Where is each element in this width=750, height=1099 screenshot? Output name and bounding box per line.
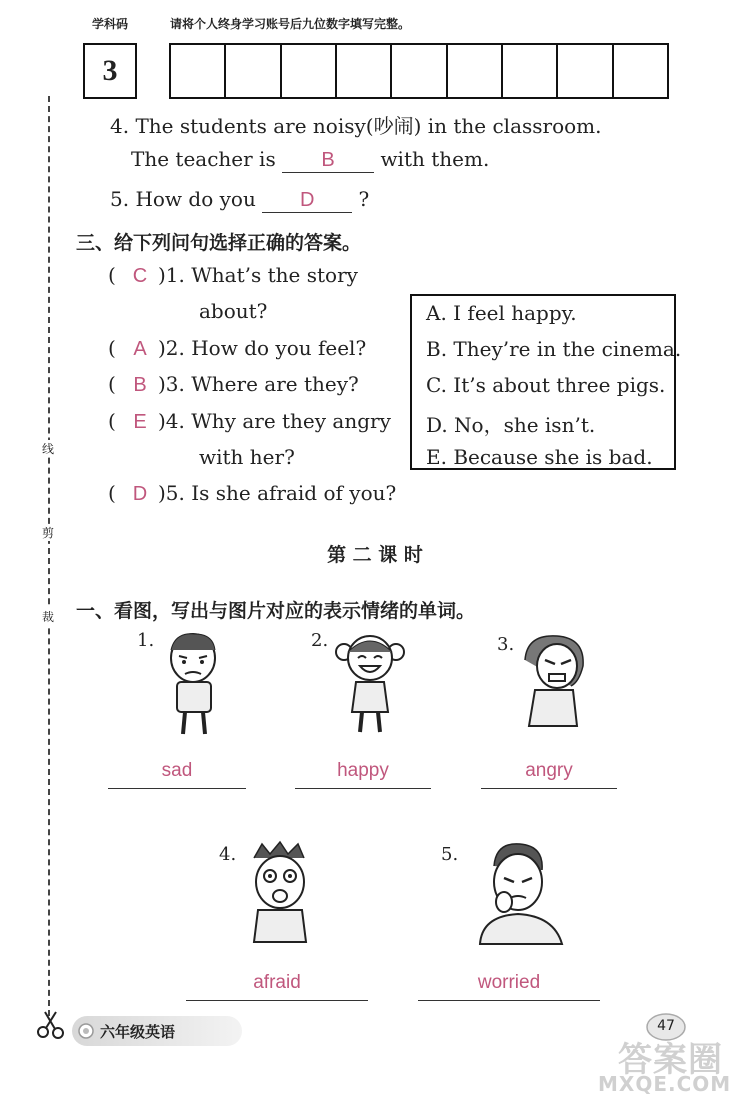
s3-answer-1: C — [132, 265, 148, 287]
sad-boy-illustration — [155, 630, 235, 744]
item-number-3: 3. — [497, 634, 515, 655]
option-a: A. I feel happy. — [426, 301, 577, 325]
item-number-4: 4. — [219, 844, 237, 865]
account-instruction: 请将个人终身学习账号后九位数字填写完整。 — [170, 17, 411, 31]
q5-line — [110, 187, 369, 213]
answer-line-2: happy — [295, 760, 431, 789]
item-number-2: 2. — [311, 630, 329, 651]
option-d: D. No，she isn’t. — [426, 413, 596, 437]
digit-box[interactable] — [503, 45, 558, 97]
open-paren: ( — [108, 263, 116, 287]
q5-answer: D — [262, 189, 352, 213]
s3-question-text-4: )4. Why are they angry — [158, 409, 391, 433]
answer-line-4: afraid — [186, 972, 368, 1001]
open-paren: ( — [108, 336, 116, 360]
digit-box[interactable] — [448, 45, 503, 97]
digit-box[interactable] — [337, 45, 392, 97]
page-number: 47 — [657, 1018, 675, 1034]
q4-line1: 4. The students are noisy(吵闹) in the classroom. — [110, 114, 602, 138]
answer-options-box — [410, 294, 682, 470]
s3-question-4-cont: with her? — [199, 445, 295, 469]
subject-code-label: 学科码 — [92, 17, 129, 31]
q5-pre: 5. How do you — [110, 187, 256, 211]
answer-line-1: sad — [108, 760, 246, 789]
open-paren: ( — [108, 372, 116, 396]
lesson2-title: 第 二 课 时 — [327, 544, 423, 566]
digit-box[interactable] — [226, 45, 281, 97]
s3-answer-4: E — [133, 411, 147, 433]
s3-question-text-2: )2. How do you feel? — [158, 336, 367, 360]
watermark-url: MXQE.COM — [598, 1072, 732, 1096]
digit-box[interactable] — [392, 45, 447, 97]
q4-line2-pre: The teacher is — [131, 147, 276, 171]
scissors-icon — [36, 1010, 66, 1040]
option-e: E. Because she is bad. — [426, 445, 653, 469]
flower-icon — [77, 1022, 95, 1040]
s3-answer-5: D — [132, 483, 148, 505]
watermark-logo: 答案圈 — [618, 1040, 723, 1080]
digit-box[interactable] — [171, 45, 226, 97]
s3-question-4 — [108, 409, 391, 434]
s3-question-1-cont: about? — [199, 299, 268, 323]
digit-box[interactable] — [558, 45, 613, 97]
account-number-grid[interactable] — [169, 43, 669, 99]
q4-line2-post: with them. — [380, 147, 490, 171]
answer-line-5: worried — [418, 972, 600, 1001]
afraid-boy-illustration — [240, 838, 320, 952]
s3-question-text-5: )5. Is she afraid of you? — [158, 481, 397, 505]
open-paren: ( — [108, 481, 116, 505]
s3-question-1 — [108, 263, 358, 288]
s3-question-5 — [108, 481, 396, 506]
footer-book-title: 六年级英语 — [100, 1023, 176, 1041]
s3-answer-2: A — [133, 338, 147, 360]
cut-char-line: 线 — [36, 440, 60, 457]
q5-post: ? — [358, 187, 370, 211]
section3-title: 三、给下列问句选择正确的答案。 — [76, 232, 362, 254]
q4-answer: B — [282, 149, 374, 173]
digit-box[interactable] — [282, 45, 337, 97]
happy-girl-illustration — [330, 628, 410, 742]
s3-question-text-1: )1. What’s the story — [158, 263, 358, 287]
s3-question-3 — [108, 372, 359, 397]
s3-answer-3: B — [133, 374, 147, 396]
item-number-1: 1. — [137, 630, 155, 651]
s3-question-text-3: )3. Where are they? — [158, 372, 359, 396]
cut-char-cut: 剪 — [36, 524, 60, 541]
cut-char-trim: 裁 — [36, 608, 60, 625]
angry-woman-illustration — [515, 630, 595, 744]
answer-line-3: angry — [481, 760, 617, 789]
q4-line2 — [131, 147, 489, 173]
option-b: B. They’re in the cinema. — [426, 337, 682, 361]
lesson2-section1-title: 一、看图，写出与图片对应的表示情绪的单词。 — [76, 600, 476, 622]
option-c: C. It’s about three pigs. — [426, 373, 666, 397]
open-paren: ( — [108, 409, 116, 433]
item-number-5: 5. — [441, 844, 459, 865]
digit-box[interactable] — [614, 45, 667, 97]
s3-question-2 — [108, 336, 366, 361]
worried-boy-illustration — [470, 836, 570, 952]
subject-code-box: 3 — [83, 43, 137, 99]
